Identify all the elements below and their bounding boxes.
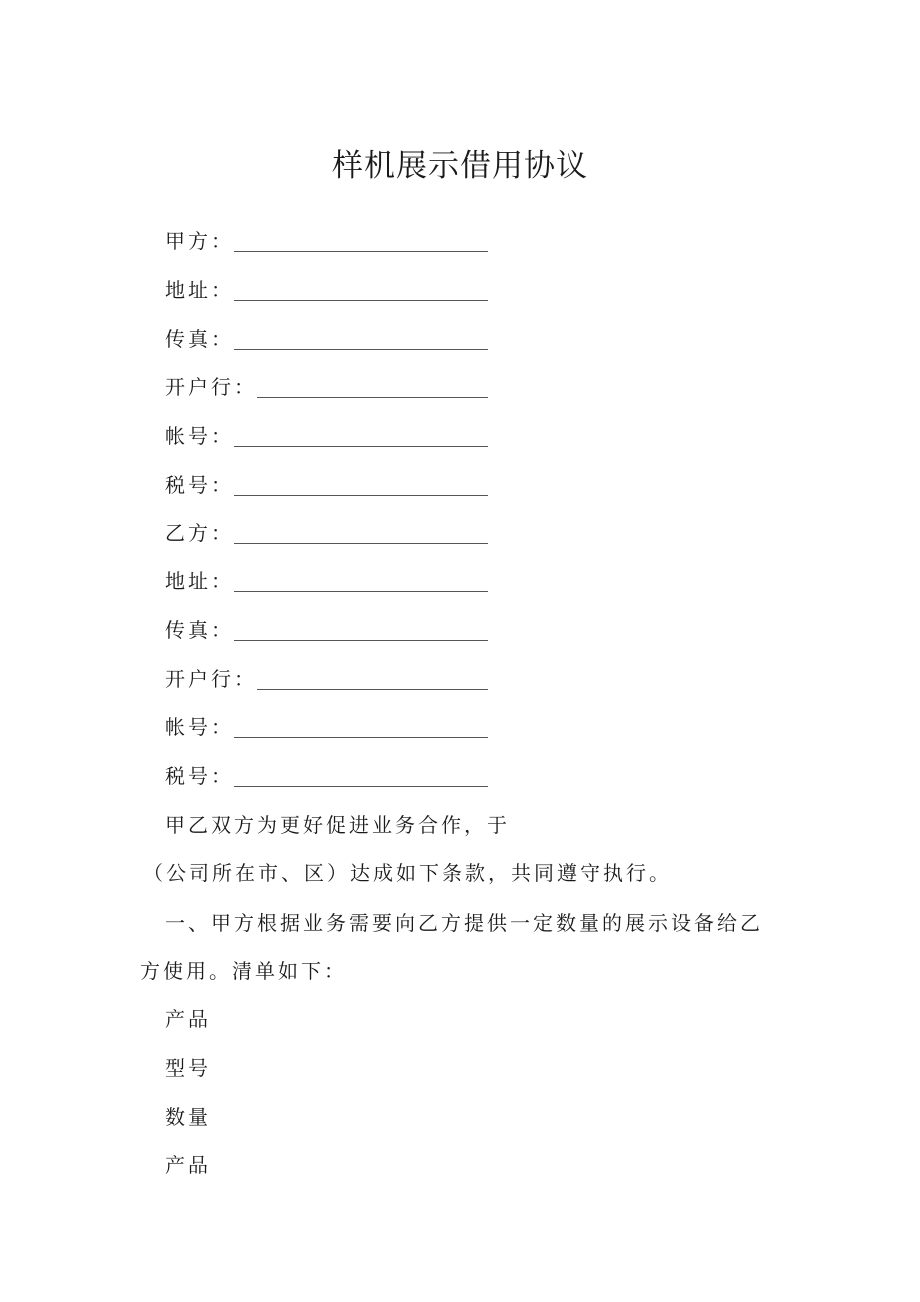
field-label: 传真： <box>165 618 234 642</box>
blank-line <box>257 688 488 690</box>
clause-1-line-1: 一、甲方根据业务需要向乙方提供一定数量的展示设备给乙 <box>165 911 763 935</box>
blank-line <box>234 736 488 738</box>
blank-line <box>234 542 488 544</box>
document-title: 样机展示借用协议 <box>332 148 588 184</box>
party-b-bank-field <box>165 662 488 696</box>
party-b-account-field <box>165 710 488 744</box>
party-a-address-field <box>165 273 488 307</box>
intro-line-2: （公司所在市、区）达成如下条款，共同遵守执行。 <box>143 861 672 885</box>
party-a-tax-field <box>165 468 488 502</box>
blank-line <box>234 494 488 496</box>
party-a-fax-field <box>165 322 488 356</box>
party-b-tax-field <box>165 759 488 793</box>
field-label: 甲方： <box>165 229 234 253</box>
list-item-product-2: 产品 <box>165 1153 211 1177</box>
party-b-name-field <box>165 516 488 550</box>
field-label: 地址： <box>165 278 234 302</box>
field-label: 税号： <box>165 764 234 788</box>
field-label: 开户行： <box>165 375 257 399</box>
field-label: 地址： <box>165 569 234 593</box>
field-label: 帐号： <box>165 424 234 448</box>
list-item-model: 型号 <box>165 1056 211 1080</box>
blank-line <box>234 250 488 252</box>
party-a-account-field <box>165 419 488 453</box>
blank-line <box>234 639 488 641</box>
party-a-bank-field <box>165 370 488 404</box>
intro-line-1: 甲乙双方为更好促进业务合作，于 <box>165 813 510 837</box>
party-a-name-field <box>165 224 488 258</box>
blank-line <box>234 348 488 350</box>
list-item-product: 产品 <box>165 1007 211 1031</box>
blank-line <box>234 445 488 447</box>
list-item-quantity: 数量 <box>165 1105 211 1129</box>
field-label: 开户行： <box>165 667 257 691</box>
field-label: 帐号： <box>165 715 234 739</box>
field-label: 税号： <box>165 473 234 497</box>
field-label: 乙方： <box>165 521 234 545</box>
blank-line <box>234 299 488 301</box>
field-label: 传真： <box>165 327 234 351</box>
party-b-address-field <box>165 564 488 598</box>
blank-line <box>234 590 488 592</box>
clause-1-line-2: 方使用。清单如下： <box>140 959 347 983</box>
blank-line <box>257 396 488 398</box>
party-b-fax-field <box>165 613 488 647</box>
blank-line <box>234 785 488 787</box>
